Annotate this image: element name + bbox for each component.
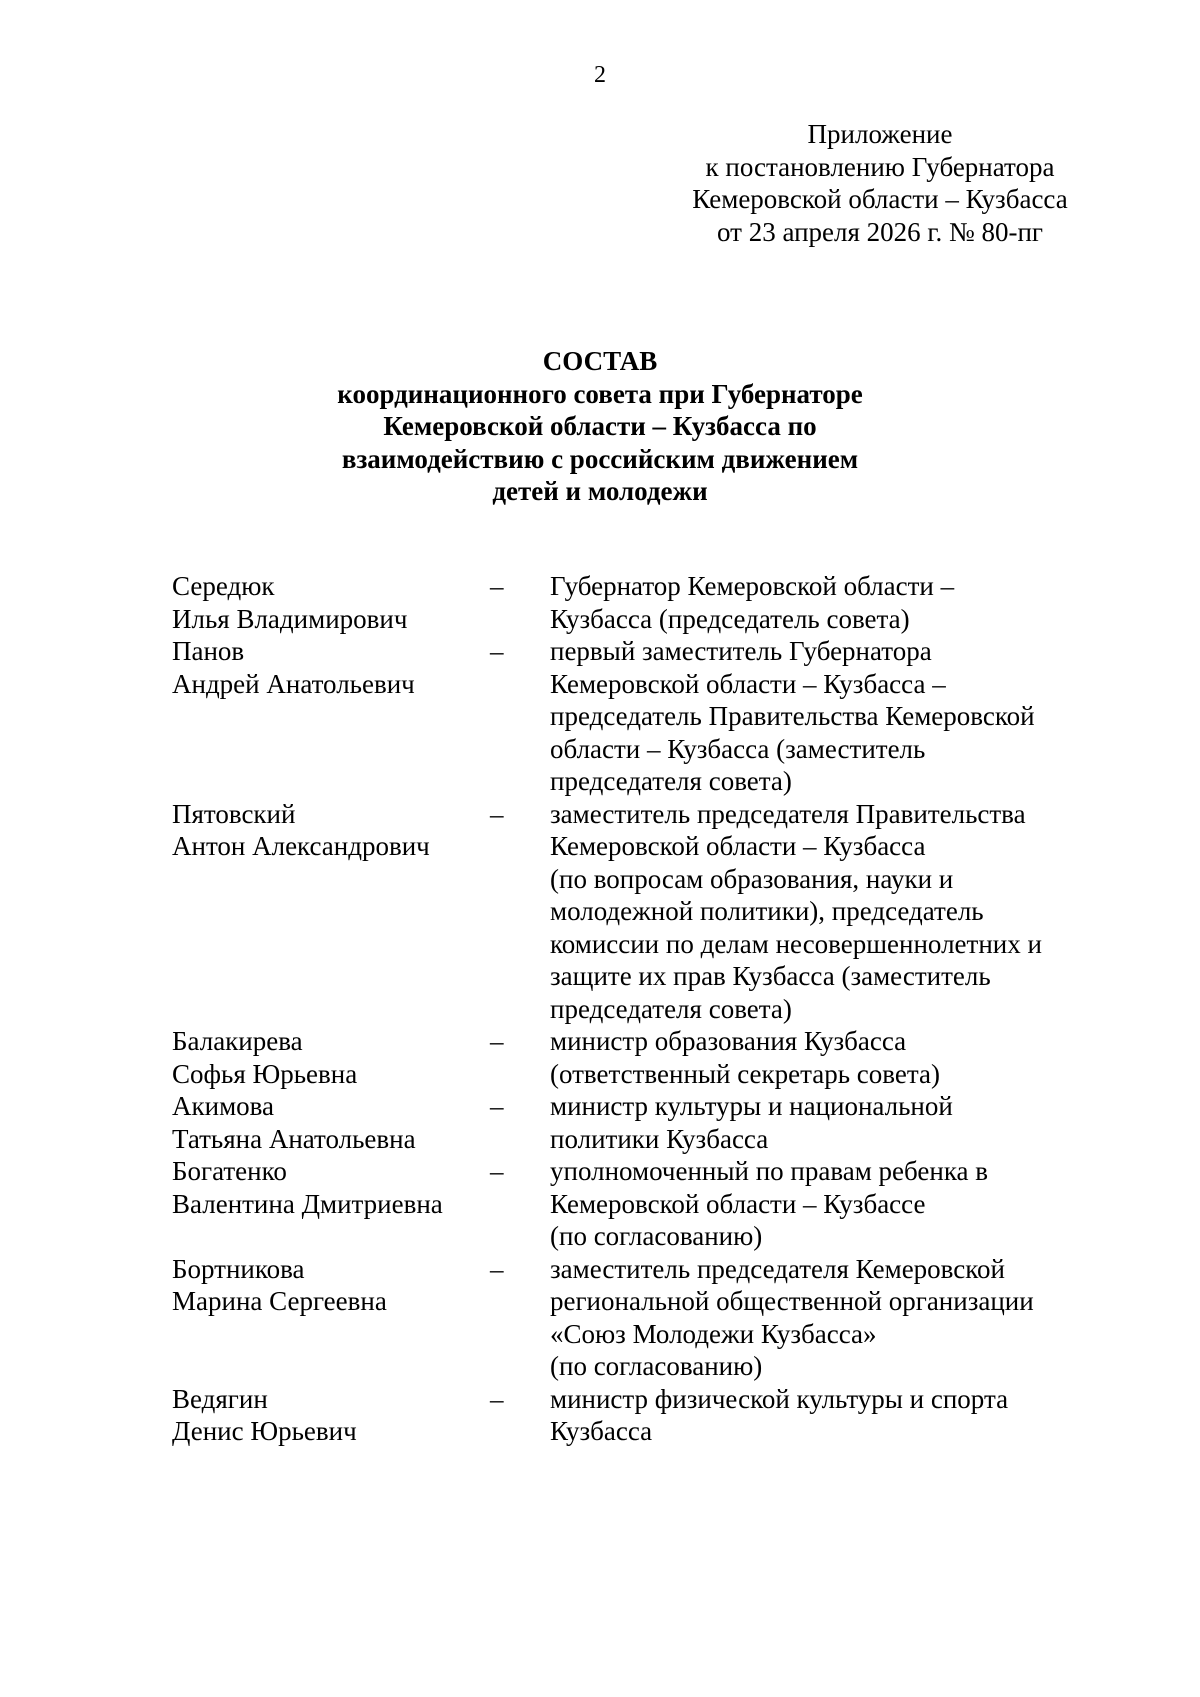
member-role-line: председатель Правительства Кемеровской <box>550 701 1035 731</box>
member-given-name: Валентина Дмитриевна <box>172 1188 443 1219</box>
member-name <box>172 1253 490 1318</box>
document-subtitle-line: Кемеровской области – Кузбасса по <box>383 411 817 441</box>
member-role <box>550 1090 1092 1155</box>
member-name <box>172 1090 490 1155</box>
document-title: СОСТАВ <box>542 346 658 376</box>
member-given-name: Денис Юрьевич <box>172 1416 357 1446</box>
member-entry <box>172 1090 1092 1155</box>
member-role <box>550 570 1092 635</box>
member-role-line: министр культуры и национальной <box>550 1091 953 1121</box>
document-subtitle-line: взаимодействию с российским движением <box>341 443 859 474</box>
member-entry <box>172 570 1092 635</box>
member-given-name: Антон Александрович <box>172 831 430 861</box>
document-subtitle-line: детей и молодежи <box>492 476 708 506</box>
member-role-line: Кузбасса <box>550 1416 653 1446</box>
member-role-line: (по согласованию) <box>550 1351 763 1381</box>
member-given-name: Татьяна Анатольевна <box>172 1123 416 1154</box>
member-name <box>172 798 490 863</box>
member-role-line: защите их прав Кузбасса (заместитель <box>550 961 991 991</box>
member-dash: – <box>490 1253 504 1284</box>
member-role <box>550 798 1092 1026</box>
member-role <box>550 1383 1092 1448</box>
members-list <box>172 570 1092 1448</box>
member-role-line: министр образования Кузбасса <box>550 1026 907 1056</box>
member-role-line: уполномоченный по правам ребенка в <box>550 1156 989 1186</box>
member-role-line: заместитель председателя Кемеровской <box>550 1253 1005 1284</box>
document-title-block <box>320 345 880 508</box>
member-surname: Богатенко <box>172 1156 287 1186</box>
member-role-line: комиссии по делам несовершеннолетних и <box>550 928 1042 959</box>
member-role-line: молодежной политики), председатель <box>550 896 984 926</box>
member-given-name: Андрей Анатольевич <box>172 668 415 699</box>
member-dash: – <box>490 1026 504 1056</box>
member-role-line: (ответственный секретарь совета) <box>550 1058 940 1089</box>
member-role <box>550 1155 1092 1253</box>
member-role-line: заместитель председателя Правительства <box>550 798 1026 829</box>
member-role-line: председателя совета) <box>550 766 792 796</box>
member-entry <box>172 635 1092 798</box>
member-given-name: Марина Сергеевна <box>172 1286 387 1316</box>
member-name <box>172 1155 490 1220</box>
member-dash: – <box>490 636 504 666</box>
member-dash: – <box>490 571 504 601</box>
member-role-line: первый заместитель Губернатора <box>550 636 932 666</box>
member-entry <box>172 1025 1092 1090</box>
member-entry <box>172 1253 1092 1383</box>
member-role-line: Кемеровской области – Кузбасса <box>550 831 926 861</box>
member-surname: Акимова <box>172 1091 275 1121</box>
appendix-header <box>660 118 1100 248</box>
member-dash: – <box>490 1091 504 1121</box>
appendix-line: к постановлению Губернатора <box>705 151 1055 182</box>
page-number: 2 <box>594 62 606 88</box>
member-role-line: политики Кузбасса <box>550 1123 769 1154</box>
member-surname: Панов <box>172 636 245 666</box>
member-role-line: (по вопросам образования, науки и <box>550 863 954 894</box>
member-name <box>172 635 490 700</box>
member-role-line: Кузбасса (председатель совета) <box>550 603 910 634</box>
member-role <box>550 1253 1092 1383</box>
member-role-line: «Союз Молодежи Кузбасса» <box>550 1318 877 1349</box>
member-role <box>550 1025 1092 1090</box>
member-surname: Балакирева <box>172 1026 303 1056</box>
member-surname: Середюк <box>172 571 275 601</box>
document-subtitle-line: координационного совета при Губернаторе <box>337 378 863 409</box>
member-name <box>172 570 490 635</box>
appendix-line: Кемеровской области – Кузбасса <box>692 184 1068 214</box>
member-surname: Пятовский <box>172 798 296 829</box>
member-role-line: Губернатор Кемеровской области – <box>550 571 955 601</box>
member-role-line: министр физической культуры и спорта <box>550 1383 1009 1414</box>
member-role-line: председателя совета) <box>550 993 792 1024</box>
member-dash: – <box>490 798 504 829</box>
member-role-line: (по согласованию) <box>550 1221 763 1251</box>
member-given-name: Илья Владимирович <box>172 603 408 634</box>
appendix-line: от 23 апреля 2026 г. № 80-пг <box>717 216 1043 247</box>
member-role-line: региональной общественной организации <box>550 1286 1034 1316</box>
member-dash: – <box>490 1156 504 1186</box>
member-role-line: области – Кузбасса (заместитель <box>550 733 926 764</box>
member-dash: – <box>490 1383 504 1414</box>
member-role <box>550 635 1092 798</box>
member-name <box>172 1025 490 1090</box>
member-entry <box>172 1383 1092 1448</box>
member-surname: Бортникова <box>172 1253 305 1284</box>
member-given-name: Софья Юрьевна <box>172 1058 358 1089</box>
member-surname: Ведягин <box>172 1383 268 1414</box>
member-role-line: Кемеровской области – Кузбасса – <box>550 668 946 699</box>
member-name <box>172 1383 490 1448</box>
member-entry <box>172 798 1092 1026</box>
appendix-line: Приложение <box>807 119 953 149</box>
member-role-line: Кемеровской области – Кузбассе <box>550 1188 926 1219</box>
member-entry <box>172 1155 1092 1253</box>
